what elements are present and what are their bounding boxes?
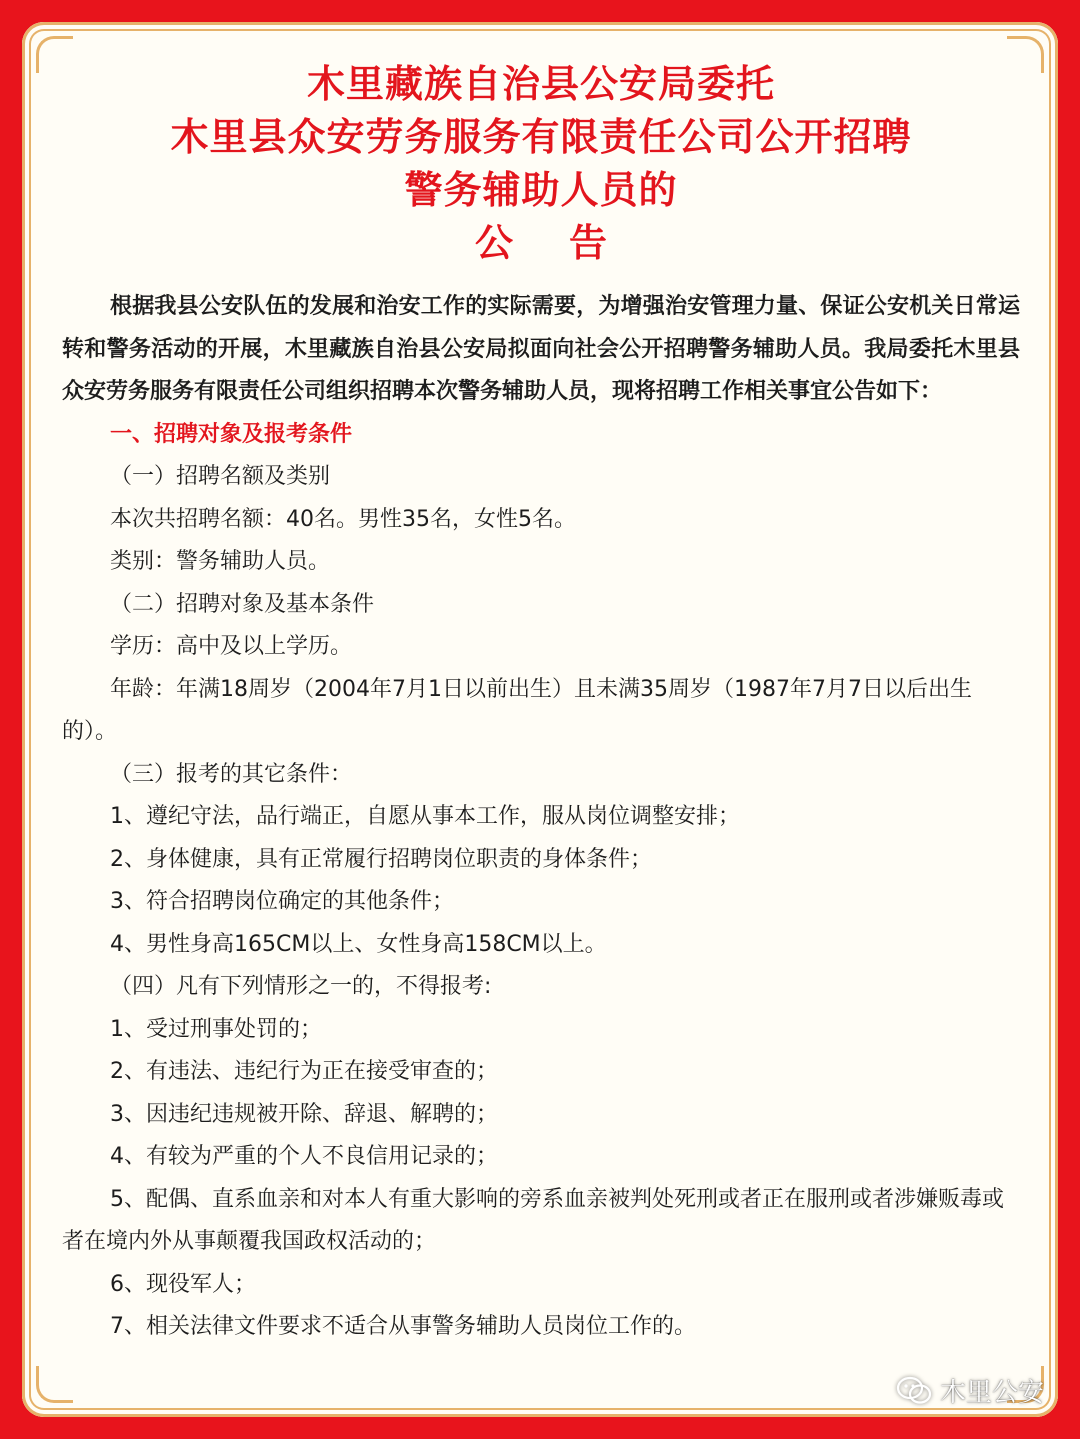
notice-content	[62, 58, 1020, 1349]
title-line-2: 木里县众安劳务服务有限责任公司公开招聘	[170, 115, 912, 159]
list-item: 1、受过刑事处罚的；	[110, 1016, 322, 1042]
list-item: 5、配偶、直系血亲和对本人有重大影响的旁系血亲被判处死刑或者正在服刑或者涉嫌贩毒或者在境内外从事颠覆我国政权活动的；	[62, 1186, 1005, 1254]
title-line-4: 公告	[474, 221, 663, 265]
education-line: 学历：高中及以上学历。	[110, 634, 353, 659]
list-item: 2、有违法、违纪行为正在接受审查的；	[110, 1059, 498, 1084]
sub-4-heading: （四）凡有下列情形之一的，不得报考:	[110, 974, 492, 999]
title-line-1: 木里藏族自治县公安局委托	[306, 62, 775, 106]
wechat-icon	[896, 1376, 932, 1406]
list-item: 1、遵纪守法，品行端正，自愿从事本工作，服从岗位调整安排；	[110, 804, 740, 829]
list-item: 2、身体健康，具有正常履行招聘岗位职责的身体条件；	[110, 846, 652, 872]
quota-line: 本次共招聘名额：40名。男性35名，女性5名。	[110, 506, 576, 532]
sub-3-heading: （三）报考的其它条件：	[110, 761, 353, 787]
corner-ornament	[36, 1366, 73, 1403]
list-item: 3、因违纪违规被开除、辞退、解聘的；	[110, 1101, 498, 1127]
list-item: 3、符合招聘岗位确定的其他条件；	[110, 889, 454, 914]
intro-paragraph: 根据我县公安队伍的发展和治安工作的实际需要，为增强治安管理力量、保证公安机关日常运转和警务活动的开展，木里藏族自治县公安局拟面向社会公开招聘警务辅助人员。我局委托木里县众安劳务服务有限责任公司组织招聘本次警务辅助人员，现将招聘工作相关事宜公告如下：	[62, 294, 1020, 404]
section-1-heading: 一、招聘对象及报考条件	[110, 421, 353, 447]
sub-1-heading: （一）招聘名额及类别	[110, 464, 331, 489]
age-line: 年龄：年满18周岁（2004年7月1日以前出生）且未满35周岁（1987年7月7日以后出生的）。	[62, 676, 972, 744]
title-line-3: 警务辅助人员的	[404, 168, 678, 212]
list-item: 4、有较为严重的个人不良信用记录的；	[110, 1144, 498, 1169]
notice-body	[62, 286, 1020, 1349]
watermark	[896, 1372, 1044, 1409]
list-item: 4、男性身高165CM以上、女性身高158CM以上。	[110, 931, 607, 957]
list-item: 7、相关法律文件要求不适合从事警务辅助人员岗位工作的。	[110, 1314, 696, 1339]
watermark-text: 木里公安	[939, 1378, 1044, 1408]
sub-2-heading: （二）招聘对象及基本条件	[110, 591, 375, 617]
category-line: 类别：警务辅助人员。	[110, 549, 331, 574]
list-item: 6、现役军人；	[110, 1271, 256, 1297]
